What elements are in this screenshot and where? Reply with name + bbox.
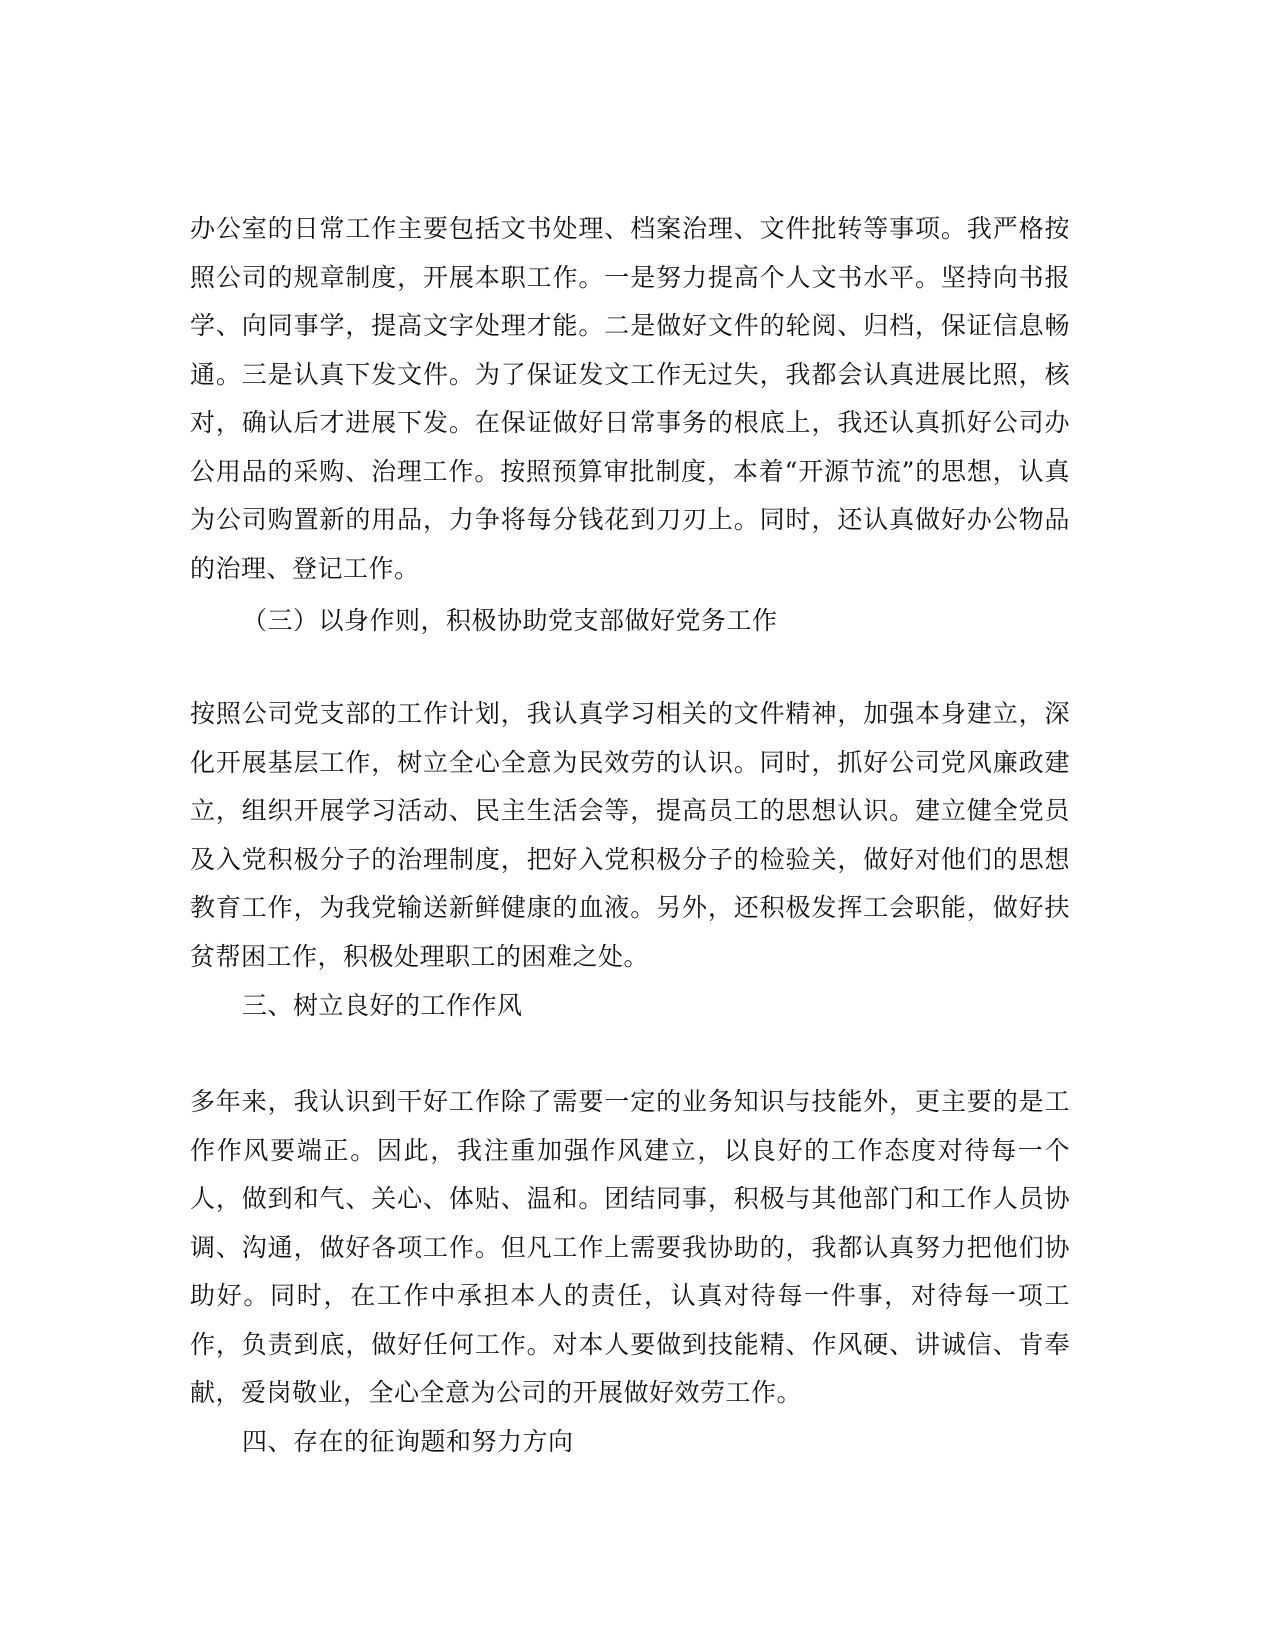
body-paragraph-party-branch: 按照公司党支部的工作计划，我认真学习相关的文件精神，加强本身建立，深化开展基层工作，树立全心全意为民效劳的认识。同时，抓好公司党风廉政建立，组织开展学习活动、民主生活会等，提高员工的思想认识。建立健全党员及入党积极分子的治理制度，把好入党积极分子的检验关，做好对他们的思想教育工作，为我党输送新鲜健康的血液。另外，还积极发挥工会职能，做好扶贫帮困工作，积极处理职工的困难之处。: [190, 699, 1070, 971]
section-heading-work-style: 三、树立良好的工作作风: [242, 991, 523, 1020]
body-paragraph-work-style: 多年来，我认识到干好工作除了需要一定的业务知识与技能外，更主要的是工作作风要端正。因此，我注重加强作风建立，以良好的工作态度对待每一个人，做到和气、关心、体贴、温和。团结同事，积极与其他部门和工作人员协调、沟通，做好各项工作。但凡工作上需要我协助的，我都认真努力把他们协助好。同时，在工作中承担本人的责任，认真对待每一件事，对待每一项工作，负责到底，做好任何工作。对本人要做到技能精、作风硬、讲诚信、肯奉献，爱岗敬业，全心全意为公司的开展做好效劳工作。: [190, 1087, 1070, 1407]
section-heading-party-affairs: （三）以身作则，积极协助党支部做好党务工作: [242, 606, 778, 635]
body-paragraph-office-work: 办公室的日常工作主要包括文书处理、档案治理、文件批转等事项。我严格按照公司的规章制度，开展本职工作。一是努力提高个人文书水平。坚持向书报学、向同事学，提高文字处理才能。二是做好文件的轮阅、归档，保证信息畅通。三是认真下发文件。为了保证发文工作无过失，我都会认真进展比照，核对，确认后才进展下发。在保证做好日常事务的根底上，我还认真抓好公司办公用品的采购、治理工作。按照预算审批制度，本着“开源节流”的思想，认真为公司购置新的用品，力争将每分钱花到刀刃上。同时，还认真做好办公物品的治理、登记工作。: [190, 214, 1070, 583]
section-heading-problems-direction: 四、存在的征询题和努力方向: [242, 1427, 574, 1456]
